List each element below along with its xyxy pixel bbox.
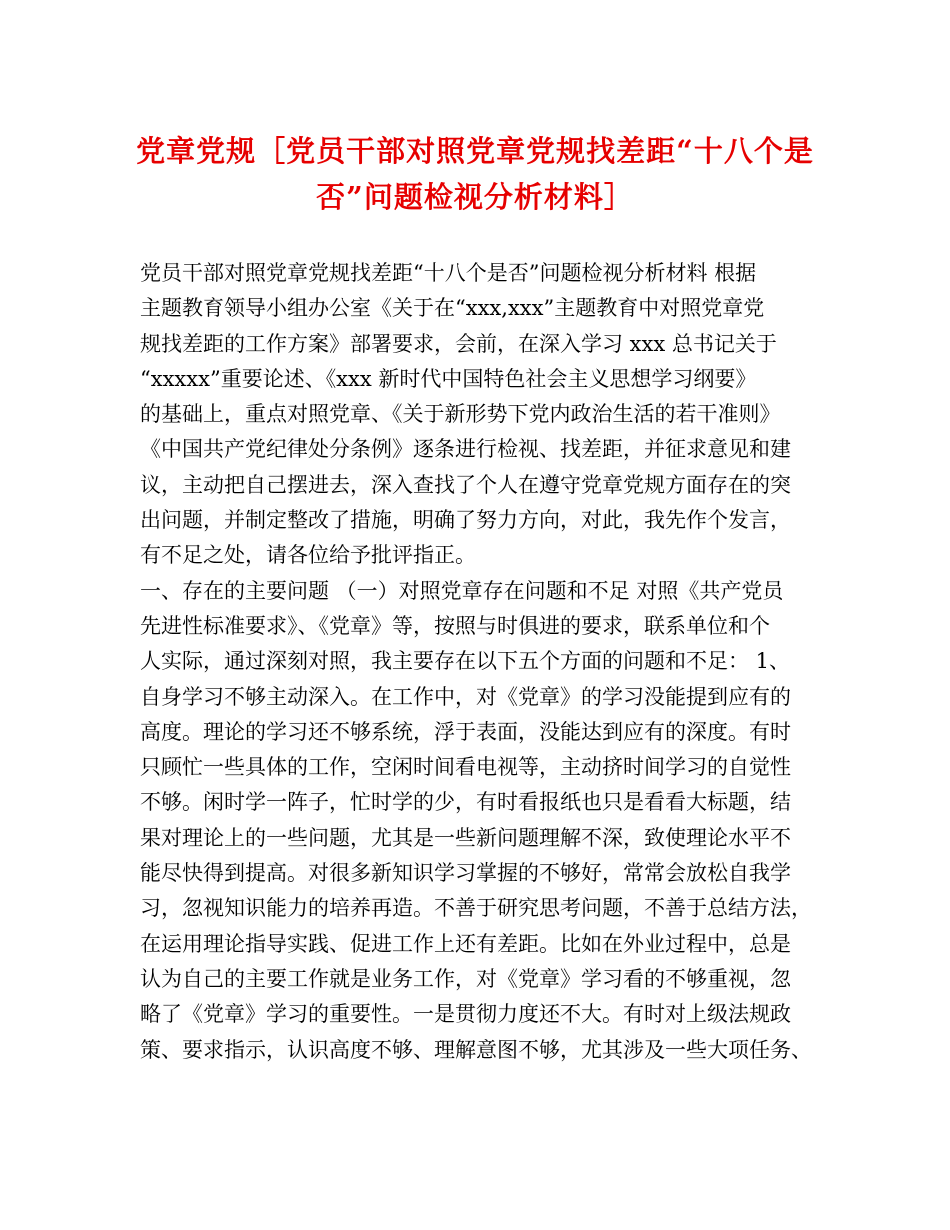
body-line: 一、存在的主要问题 （一）对照党章存在问题和不足 对照《共产党员 <box>140 578 784 603</box>
body-line: 《中国共产党纪律处分条例》逐条进行检视、找差距，并征求意见和建 <box>140 437 791 462</box>
body-line: 不够。闲时学一阵子，忙时学的少，有时看报纸也只是看看大标题，结 <box>140 790 791 815</box>
body-line: 自身学习不够主动深入。在工作中，对《党章》的学习没能提到应有的 <box>140 684 791 709</box>
title-line-1: 党章党规［党员干部对照党章党规找差距“十八个是 <box>136 134 814 168</box>
body-line: 只顾忙一些具体的工作，空闲时间看电视等，主动挤时间学习的自觉性 <box>140 755 791 780</box>
body-line: 议，主动把自己摆进去，深入查找了个人在遵守党章党规方面存在的突 <box>140 472 791 497</box>
body-line: 高度。理论的学习还不够系统，浮于表面，没能达到应有的深度。有时 <box>140 719 791 744</box>
body-line: 有不足之处，请各位给予批评指正。 <box>140 543 476 568</box>
body-line: 人实际，通过深刻对照，我主要存在以下五个方面的问题和不足： 1、 <box>140 649 791 674</box>
body-line: 策、要求指示，认识高度不够、理解意图不够，尤其涉及一些大项任务、 <box>140 1037 812 1062</box>
body-line: 果对理论上的一些问题，尤其是一些新问题理解不深，致使理论水平不 <box>140 825 791 850</box>
document-body <box>140 256 830 1068</box>
body-line: 党员干部对照党章党规找差距“十八个是否”问题检视分析材料 根据 <box>140 261 757 285</box>
document-title <box>100 128 850 220</box>
body-line: 认为自己的主要工作就是业务工作，对《党章》学习看的不够重视，忽 <box>140 966 791 991</box>
body-line: 先进性标准要求》、《党章》等，按照与时俱进的要求，联系单位和个 <box>140 613 770 638</box>
body-line: 的基础上，重点对照党章、《关于新形势下党内政治生活的若干准则》 <box>140 402 781 427</box>
body-line: 规找差距的工作方案》部署要求，会前，在深入学习 xxx 总书记关于 <box>140 331 777 356</box>
body-line: 在运用理论指导实践、促进工作上还有差距。比如在外业过程中，总是 <box>140 931 791 956</box>
title-line-2: 否”问题检视分析材料］ <box>316 180 634 214</box>
body-line: 主题教育领导小组办公室《关于在“xxx,xxx”主题教育中对照党章党 <box>140 296 765 321</box>
body-line: “xxxxx”重要论述、《xxx 新时代中国特色社会主义思想学习纲要》 <box>140 366 757 391</box>
body-line: 能尽快得到提高。对很多新知识学习掌握的不够好，常常会放松自我学 <box>140 861 791 886</box>
body-line: 习，忽视知识能力的培养再造。不善于研究思考问题，不善于总结方法， <box>140 896 812 921</box>
body-line: 略了《党章》学习的重要性。一是贯彻力度还不大。有时对上级法规政 <box>140 1002 791 1027</box>
body-line: 出问题，并制定整改了措施，明确了努力方向，对此，我先作个发言， <box>140 508 791 533</box>
